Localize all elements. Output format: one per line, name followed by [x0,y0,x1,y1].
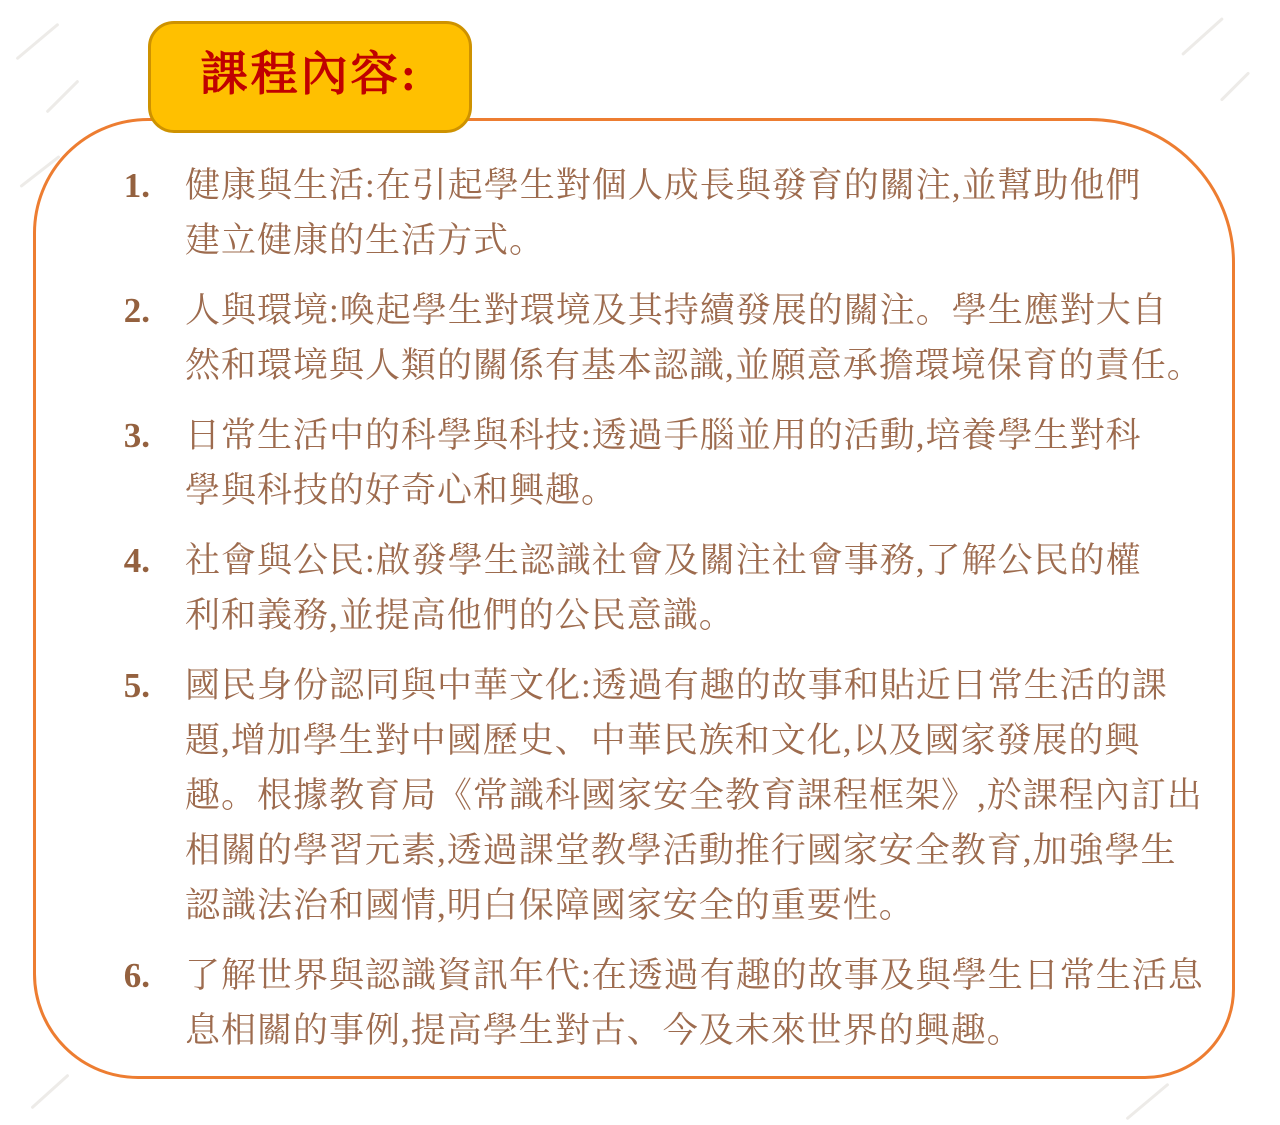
text-line: 了解世界與認識資訊年代:在透過有趣的故事及與學生日常生活息 [185,956,1204,995]
item-text [185,408,1141,518]
text-line: 建立健康的生活方式。 [185,221,546,260]
text-line: 健康與生活:在引起學生對個人成長與發育的關注,並幫助他們 [185,166,1142,205]
item-number: 4. [123,541,150,580]
watermark-stroke [1220,71,1250,101]
item-number: 5. [123,666,150,705]
text-line: 認識法治和國情,明白保障國家安全的重要性。 [185,886,915,925]
text-line: 社會與公民:啟發學生認識社會及關注社會事務,了解公民的權 [185,541,1142,580]
item-number: 1. [123,166,150,205]
watermark-stroke [15,23,59,61]
watermark-stroke [1181,17,1224,56]
list-item [118,408,1248,518]
text-line: 然和環境與人類的關係有基本認識,並願意承擔環境保育的責任。 [185,346,1203,385]
watermark-stroke [1125,1083,1169,1121]
list-item [118,658,1248,933]
item-number: 6. [123,956,150,995]
section-title-badge [148,21,472,133]
item-text [185,283,1203,393]
text-line: 利和義務,並提高他們的公民意識。 [185,596,735,635]
text-line: 國民身份認同與中華文化:透過有趣的故事和貼近日常生活的課 [185,666,1168,705]
text-line: 學與科技的好奇心和興趣。 [185,471,618,510]
section-title: 課程內容: [200,48,420,101]
item-number: 2. [123,291,150,330]
list-item [118,533,1248,643]
text-line: 日常生活中的科學與科技:透過手腦並用的活動,培養學生對科 [185,416,1142,455]
list-item [118,283,1248,393]
course-content-list [118,158,1248,1073]
text-line: 題,增加學生對中國歷史、中華民族和文化,以及國家發展的興 [185,721,1141,760]
text-line: 人與環境:喚起學生對環境及其持續發展的關注。學生應對大自 [185,291,1168,330]
item-text [185,533,1141,643]
text-line: 息相關的事例,提高學生對古、今及未來世界的興趣。 [185,1011,1023,1050]
list-item [118,158,1248,268]
text-line: 相關的學習元素,透過課堂教學活動推行國家安全教育,加強學生 [185,831,1177,870]
item-number: 3. [123,416,150,455]
text-line: 趣。根據教育局《常識科國家安全教育課程框架》,於課程內訂出 [185,776,1203,815]
item-text [185,158,1141,268]
watermark-stroke [30,1074,69,1110]
item-text [185,948,1204,1058]
item-text [185,658,1203,933]
list-item [118,948,1248,1058]
watermark-stroke [46,80,80,114]
